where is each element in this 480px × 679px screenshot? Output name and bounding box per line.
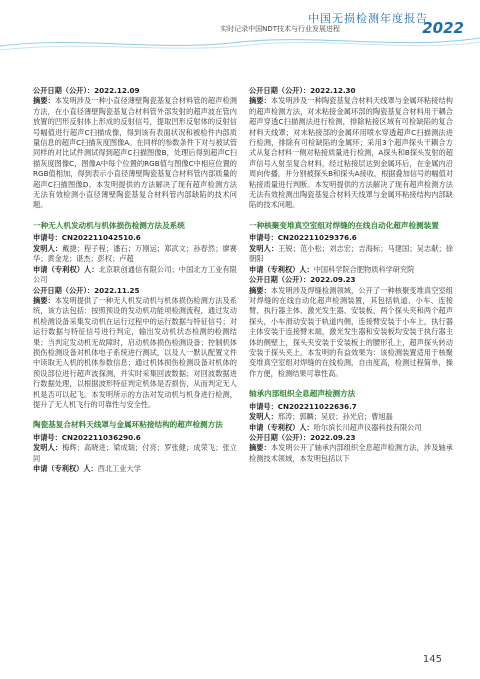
inventor-label: 发明人：	[249, 412, 278, 422]
report-year: 2022	[422, 19, 464, 37]
patent-title: 一种无人机发动机与机体损伤检测方法及系统	[33, 220, 185, 230]
pub-date-label: 公开日期（公开）：	[33, 86, 95, 95]
abstract-text: 本发明涉及一种陶瓷基复合材料天线罩与金属环粘接结构的超声检测方法，对未粘接金属环部的陶瓷基复合材料用干耦合超声穿透C扫描测法进行检测，排除粘接区域有可检缺陷的复合材料天线罩；对未粘接部的金属环用喷水穿透超声C扫描测法进行检测，排除有可检缺陷的金属环；采用3个超声探头干耦合方式从复合材料一侧对粘接质量进行检测，A探头和B探头发射的超声信号入射至复合材料，经过粘接层达到金属环后，在金属内沿周向传播，并分别被探头B和探头A接收，根据叠加信号的幅值对粘接质量进行判断。本发明提供的方法解决了现有超声检测方法无法有效检测出陶瓷基复合材料天线罩与金属环粘接结构内部缺陷的技术问题。	[249, 96, 453, 210]
abstract-text: 本发明提供了一种无人机发动机与机体损伤检测方法及系统，该方法包括：按照预设的发动机功能项检测流程，通过发动机检测设备采集发动机在运行过程中的运行数据与特征信号；对运行数据与特征信号进行判定，输出发动机状态检测的检测结果；当判定发动机无故障时，启动机体损伤检测设备；控制机体损伤检测设备对机体电子系统进行测试，以及人一默认配置文件中读取无人机的机体参数信息；通过机体损伤检测设备对机体的预设部位进行超声波探测，并实时采集回波数据；对回波数据进行数据处理，以根据波形特征判定机体是否损伤，从而判定无人机是否可以起飞。本发明所示的方法对发动机与机身进行检测，提升了无人机飞行的可靠性与安全性。	[33, 295, 237, 409]
applicant-label: 申请（专利权）人：	[249, 264, 314, 274]
inventor-value: 戴捷；程子程；潘石；万刚运；郑武文；孙春然；廖赛华；黄金龙；谌杰；彭权；卢超	[33, 243, 237, 264]
app-no-value: CN202211022636.7	[277, 401, 357, 411]
app-no-value: CN202211042510.6	[61, 233, 141, 243]
app-no-line	[249, 233, 453, 243]
inventor-value: 王锐；范小松；刘志宏；吉海标；马建国；吴志献；徐朝阳	[249, 243, 453, 264]
abstract	[33, 96, 237, 210]
applicant-line	[249, 265, 453, 275]
pub-date-label: 公开日期（公开）：	[249, 86, 311, 95]
app-no-label: 申请号：	[249, 233, 278, 243]
abstract	[33, 296, 237, 410]
pub-date-line	[33, 86, 237, 96]
inventor-line	[33, 244, 237, 265]
pub-date-value: 2022.09.23	[310, 275, 356, 285]
inventor-line	[249, 244, 453, 265]
inventor-line	[33, 443, 237, 464]
abstract-label: 摘要：	[33, 295, 55, 305]
abstract	[249, 286, 453, 380]
inventor-line	[249, 412, 453, 422]
applicant-value: 西北工业大学	[97, 464, 141, 474]
pub-date-label: 公开日期（公开）：	[33, 285, 95, 295]
pub-date-value: 2022.09.23	[310, 432, 356, 442]
patent-title: 陶瓷基复合材料天线罩与金属环粘接结构的超声检测方法	[33, 420, 223, 430]
inventor-label: 发明人：	[249, 243, 279, 253]
abstract-text: 本发明涉及焊缝检测领域，公开了一种核聚变堆真空室组对焊缝的在线自动化超声检测装置，其包括轨道、小车、连接臂、执行器主体、激光发生器、安装板、两个探头夹和两个超声探头，小车滑动安装于轨道内侧，连接臂安装于小车上，执行器主体安装于连接臂末端，激光发生器和安装板均安装于执行器主体的侧壁上，探头夹安装于安装板上的腰形孔上，超声探头转动安装于探头夹上，本发明的有益效果为：该检测装置适用于核聚变堆真空室组对焊缝的在线检测，自由度高，检测过程简单，操作方便，检测结果可靠性高。	[249, 285, 453, 378]
app-no-label: 申请号：	[249, 401, 278, 411]
header-wave-decoration	[0, 32, 480, 54]
pub-date-label: 公开日期（公开）：	[249, 275, 311, 285]
inventor-value: 邢涛；郭麟；吴辰；孙光启；曹旭磊	[277, 412, 393, 422]
report-subtitle: 实时记录中国NDT技术与行业发展进程	[220, 25, 340, 33]
pub-date-value: 2022.11.25	[94, 285, 140, 295]
pub-date-line	[249, 433, 453, 443]
applicant-value: 哈尔滨长川超声仪器科技有限公司	[313, 422, 422, 432]
abstract-label: 摘要：	[33, 96, 55, 106]
abstract	[249, 96, 453, 210]
app-no-label: 申请号：	[33, 233, 62, 243]
pub-date-line	[249, 275, 453, 285]
abstract-label: 摘要：	[249, 285, 271, 295]
pub-date-value: 2022.12.30	[310, 86, 356, 95]
applicant-value: 北京联创通信有限公司；中国北方工业有限公司	[33, 264, 237, 285]
app-no-line	[33, 233, 237, 243]
right-column	[249, 86, 453, 464]
applicant-line	[33, 265, 237, 286]
left-column	[33, 86, 237, 475]
inventor-value: 梅辉；高晓进；梁成瑞；付亮；罗张健；成荣飞；张立同	[33, 443, 237, 463]
app-no-value: CN202211036290.6	[61, 432, 141, 442]
pub-date-line	[249, 86, 453, 96]
pub-date-value: 2022.12.09	[94, 86, 140, 95]
applicant-value: 中国科学院合肥物质科学研究院	[313, 264, 415, 274]
abstract-text: 本发明公开了轴承内部组织全息超声检测方法，涉及轴承检测技术领域，本发明包括以下	[249, 443, 453, 463]
app-no-line	[33, 433, 237, 443]
app-no-label: 申请号：	[33, 432, 62, 442]
applicant-line	[249, 423, 453, 433]
abstract-text: 本发明涉及一种小直径薄壁陶瓷基复合材料管的超声检测方法，在小直径薄壁陶瓷基复合材料管外部发射的超声波在管内放置的凹形反射体上形成的反射信号，提取凹形反射体的反射信号幅值进行超声C扫描成像，得到该有表面状况和被检件内部质量信息的超声C扫描灰度图像A。在同样的参数条件下对与被试管同样的对比试件测试得到超声C扫描图像B，处理后得到超声C扫描灰度图像C，图像A中每个位置的RGB值与图像C中相应位置的RGB值相加，得到表示小直径薄壁陶瓷基复合材料管内部质量的超声C扫描图像D。本发明提供的方法解决了现有超声检测方法无法有效检测小直径薄壁陶瓷基复合材料管内部缺陷的技术问题。	[33, 96, 238, 210]
abstract-label: 摘要：	[249, 443, 271, 453]
report-title: 中国无损检测年度报告	[308, 12, 428, 25]
patent-title: 轴承内部组织全息超声检测方法	[249, 389, 356, 399]
patent-title: 一种核聚变堆真空室组对焊缝的在线自动化超声检测装置	[249, 220, 439, 230]
page-header	[0, 0, 480, 60]
page-number: 145	[422, 654, 442, 665]
applicant-line	[33, 464, 237, 474]
applicant-label: 申请（专利权）人：	[249, 422, 314, 432]
inventor-label: 发明人：	[33, 243, 63, 253]
pub-date-line	[33, 286, 237, 296]
abstract-label: 摘要：	[249, 96, 271, 106]
applicant-label: 申请（专利权）人：	[33, 264, 99, 274]
applicant-label: 申请（专利权）人：	[33, 464, 98, 474]
abstract	[249, 443, 453, 464]
pub-date-label: 公开日期（公开）：	[249, 432, 311, 442]
inventor-label: 发明人：	[33, 443, 63, 453]
app-no-value: CN202211029376.6	[277, 233, 357, 243]
app-no-line	[249, 402, 453, 412]
